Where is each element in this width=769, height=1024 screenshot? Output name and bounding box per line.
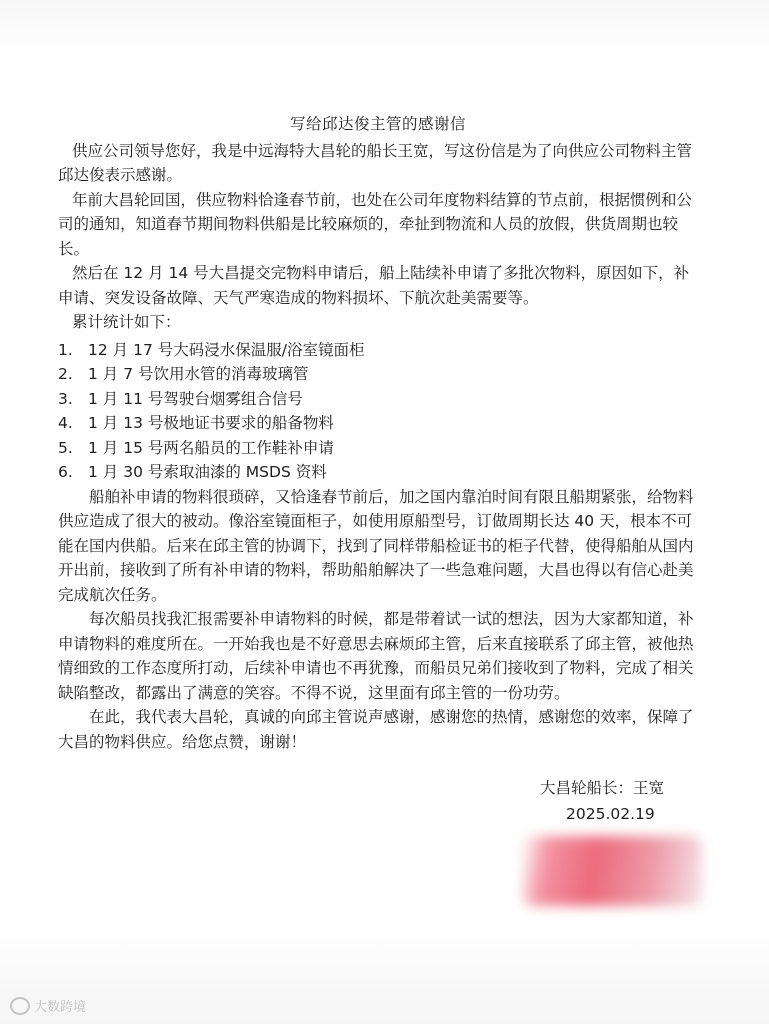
list-item-number: 2. bbox=[58, 365, 73, 383]
list-item bbox=[58, 436, 698, 461]
list-item-number: 6. bbox=[58, 463, 73, 481]
paragraph-appreciation: 每次船员找我汇报需要补申请物料的时候，都是带着试一试的想法，因为大家都知道，补申请物料的难度所在。一开始我也是不好意思去麻烦邱主管，后来直接联系了邱主管，被他热情细致的工作态度所打动，后续补申请也不再犹豫，而船员兄弟们接收到了物料，完成了相关缺陷整改，都露出了满意的笑容。不得不说，这里面有邱主管的一份功劳。 bbox=[58, 610, 694, 702]
list-item-text: 1 月 13 号极地证书要求的船备物料 bbox=[88, 414, 334, 432]
list-item-number: 5. bbox=[58, 438, 73, 457]
blurred-stamp bbox=[522, 836, 702, 906]
list-item bbox=[58, 411, 698, 436]
list-item bbox=[58, 460, 698, 485]
list-item-text: 1 月 7 号饮用水管的消毒玻璃管 bbox=[88, 365, 309, 383]
paragraph-background: 年前大昌轮回国，供应物料恰逢春节前，也处在公司年度物料结算的节点前，根据惯例和公司的通知，知道春节期间物料供船是比较麻烦的，牵扯到物流和人员的放假，供货周期也较长。 bbox=[58, 190, 693, 258]
list-item-text: 1 月 30 号索取油漆的 MSDS 资料 bbox=[88, 463, 327, 481]
signature-block bbox=[540, 776, 740, 826]
list-item bbox=[58, 387, 698, 412]
list-item bbox=[58, 362, 698, 387]
list-item-number: 4. bbox=[58, 414, 73, 432]
signature-date: 2025.02.19 bbox=[566, 805, 655, 823]
paragraph-requests: 然后在 12 月 14 号大昌提交完物料申请后，船上陆续补申请了多批次物料，原因如下，补申请、突发设备故障、天气严寒造成的物料损坏、下航次赴美需要等。 bbox=[58, 264, 690, 307]
watermark-logo-icon bbox=[10, 997, 30, 1015]
list-item bbox=[58, 338, 698, 363]
list-item-text: 12 月 17 号大码浸水保温服/浴室镜面柜 bbox=[88, 340, 365, 359]
paragraph-greeting: 供应公司领导您好，我是中远海特大昌轮的船长王宽，写这份信是为了向供应公司物料主管邱达俊表示感谢。 bbox=[58, 141, 693, 184]
paragraph-summary-label: 累计统计如下： bbox=[72, 313, 181, 331]
paragraph-difficulty: 船舶补申请的物料很琐碎，又恰逢春节前后，加之国内靠泊时间有限且船期紧张，给物料供应造成了很大的被动。像浴室镜面柜子，如使用原船型号，订做周期长达 40 天，根本不可能在国内供船。后来在邱主管的协调下，找到了同样带船检证书的柜子代替，使得船舶从国内开出前，接收到了所有补申请的物料，帮助船舶解决了一些急难问题，大昌也得以有信心赴美完成航次任务。 bbox=[58, 487, 694, 604]
paragraph-closing: 在此，我代表大昌轮，真诚的向邱主管说声感谢，感谢您的热情，感谢您的效率，保障了大昌的物料供应。给您点赞，谢谢！ bbox=[58, 708, 694, 751]
watermark bbox=[10, 996, 86, 1015]
list-item-number: 1. bbox=[58, 340, 73, 359]
watermark-text: 大数跨境 bbox=[34, 1000, 87, 1015]
list-item-text: 1 月 11 号驾驶台烟雾组合信号 bbox=[88, 389, 303, 408]
letter-body bbox=[58, 112, 698, 754]
list-item-text: 1 月 15 号两名船员的工作鞋补申请 bbox=[88, 438, 334, 457]
letter-title: 写给邱达俊主管的感谢信 bbox=[289, 115, 466, 133]
request-list bbox=[58, 338, 698, 485]
list-item-number: 3. bbox=[58, 389, 73, 408]
signature-name: 大昌轮船长：王宽 bbox=[540, 779, 665, 797]
